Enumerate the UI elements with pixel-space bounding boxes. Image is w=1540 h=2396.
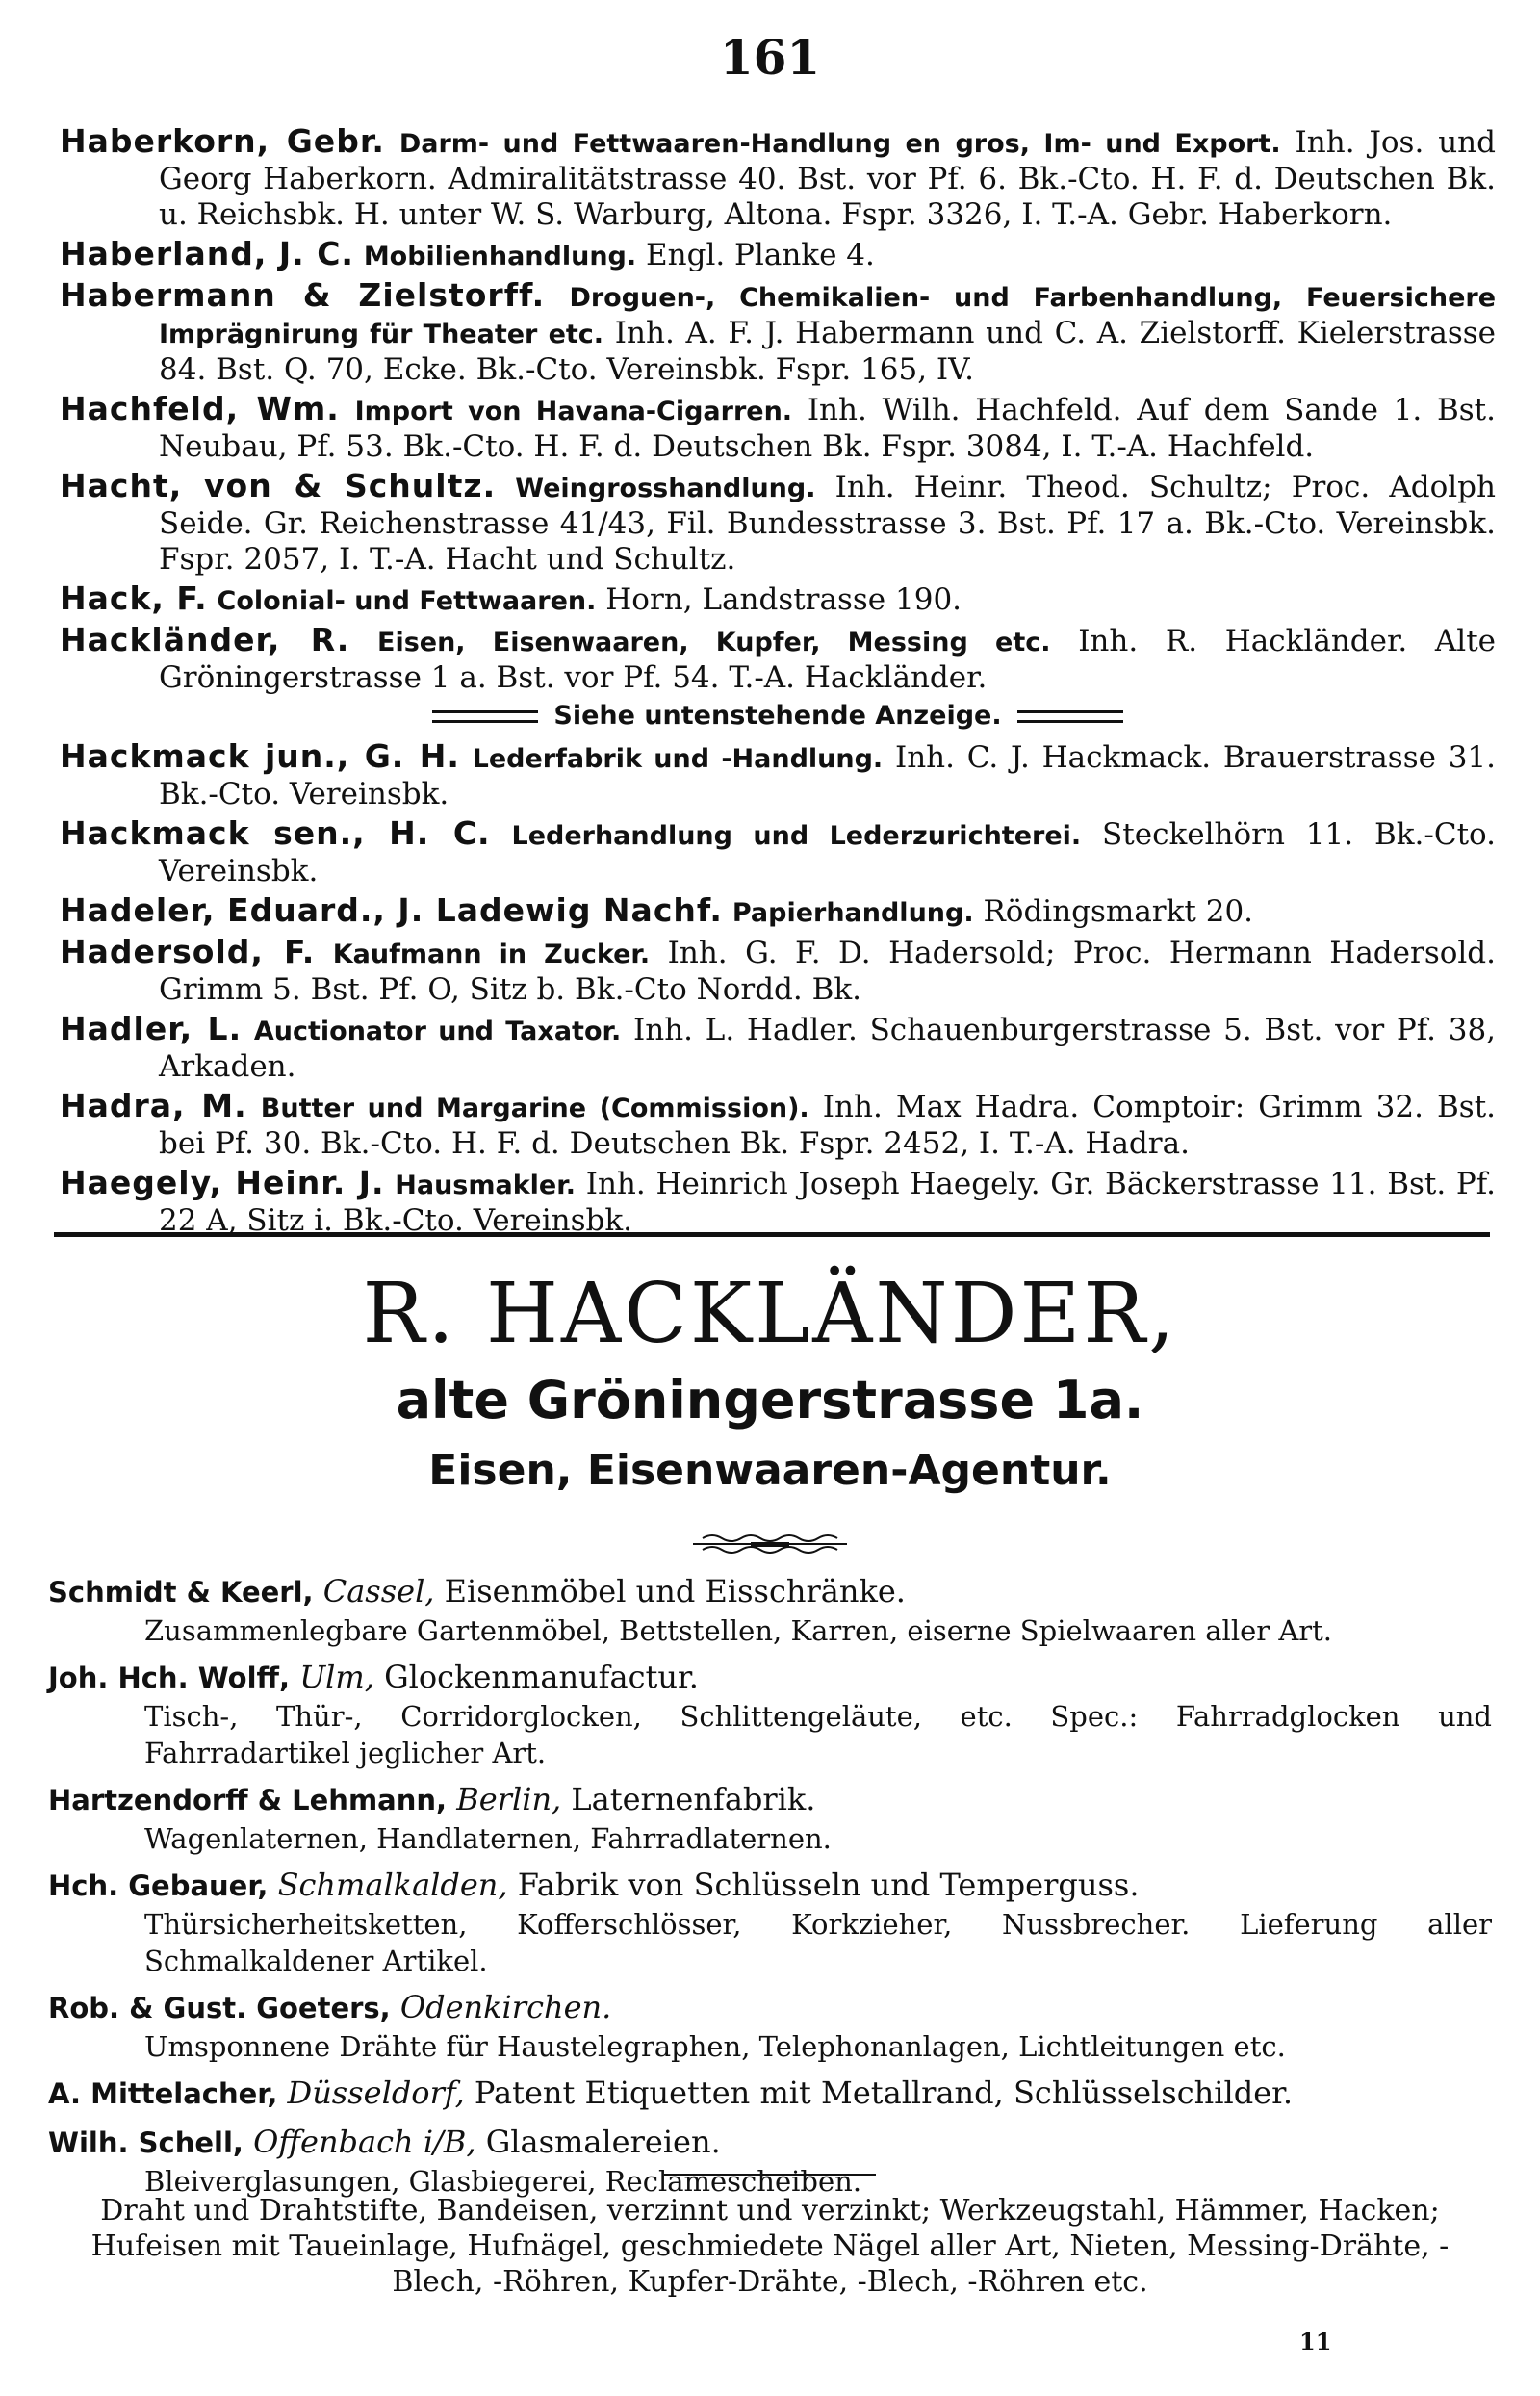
notice-text: Siehe untenstehende Anzeige. — [553, 701, 1002, 731]
directory-entry — [60, 622, 1496, 696]
ad-address: alte Gröningerstrasse 1a. — [396, 1370, 1144, 1430]
double-rule-right — [1017, 710, 1123, 723]
agency-city: Schmalkalden, — [277, 1867, 508, 1903]
agency-details: Thürsicherheitsketten, Kofferschlösser, Korkzieher, Nussbrecher. Lieferung aller Schmalkaldener Artikel. — [144, 1908, 1492, 1977]
ad-title: R. HACKLÄNDER, — [362, 1266, 1178, 1362]
agency-list — [48, 1571, 1492, 2207]
entry-trade: Hausmakler. — [395, 1171, 576, 1200]
agency-details: Wagenlaternen, Handlaternen, Fahrradlaternen. — [144, 1822, 832, 1855]
directory-entry — [60, 468, 1496, 578]
agency-product: Patent Etiquetten mit Metallrand, Schlüsselschilder. — [474, 2074, 1294, 2111]
agency-name: Hartzendorff & Lehmann, — [48, 1784, 448, 1816]
directory-entry — [60, 236, 1496, 274]
agency-city: Ulm, — [299, 1659, 374, 1695]
agency-city: Odenkirchen. — [399, 1989, 612, 2025]
entry-details: Inh. R. Hackländer. Alte Gröningerstrasse 1 a. Bst. vor Pf. 54. T.-A. Hackländer. — [159, 624, 1497, 695]
entry-name: Hadeler, Eduard., J. Ladewig Nachf. — [60, 891, 723, 929]
double-rule-left — [432, 710, 538, 723]
entry-trade: Eisen, Eisenwaaren, Kupfer, Messing etc. — [377, 628, 1051, 657]
agency-head — [48, 1865, 1492, 1906]
entry-name: Hacht, von & Schultz. — [60, 467, 497, 504]
agency-product: Glockenmanufactur. — [384, 1659, 699, 1695]
entry-details: Inh. Jos. und Georg Haberkorn. Admiralitätstrasse 40. Bst. vor Pf. 6. Bk.-Cto. H. F. d. Deutschen Bk. u. Reichsbk. H. unter W. S. Warburg, Altona. Fspr. 3326, I. T.-A. Gebr. Haberkorn. — [159, 125, 1496, 232]
agency-city: Düsseldorf, — [287, 2074, 465, 2111]
agency-details: Tisch-, Thür-, Corridorglocken, Schlittengeläute, etc. Spec.: Fahrradglocken und Fahrradartikel jeglicher Art. — [144, 1700, 1492, 1769]
agency-name: Hch. Gebauer, — [48, 1869, 269, 1902]
cross-reference-notice — [60, 699, 1496, 734]
entry-name: Hachfeld, Wm. — [60, 390, 340, 427]
agency-name: Joh. Hch. Wolff, — [48, 1662, 291, 1694]
agency-item — [48, 1865, 1492, 1979]
agency-city: Offenbach i/B, — [253, 2124, 476, 2160]
entry-trade: Papierhandlung. — [732, 898, 974, 928]
entry-trade: Colonial- und Fettwaaren. — [217, 586, 597, 616]
agency-name: A. Mittelacher, — [48, 2077, 278, 2110]
entry-name: Habermann & Zielstorff. — [60, 276, 546, 314]
directory-entry — [60, 1088, 1496, 1162]
agency-product: Eisenmöbel und Eisschränke. — [444, 1573, 906, 1610]
ornament-icon — [693, 1531, 847, 1554]
agency-head — [48, 1779, 1492, 1820]
agency-item — [48, 1657, 1492, 1771]
page-number: 161 — [719, 29, 821, 86]
short-rule — [664, 2174, 876, 2176]
entry-details: Inh. L. Hadler. Schauenburgerstrasse 5. Bst. vor Pf. 38, Arkaden. — [159, 1013, 1497, 1084]
directory-entry — [60, 277, 1496, 388]
entry-name: Hadra, M. — [60, 1087, 247, 1124]
advertisement — [0, 1251, 1540, 1500]
agency-details: Umsponnene Drähte für Haustelegraphen, Telephonanlagen, Lichtleitungen etc. — [144, 2030, 1286, 2063]
agency-product: Glasmalereien. — [485, 2124, 721, 2160]
entry-trade: Droguen-, Chemikalien- und Farbenhandlung, Feuersichere Imprägnirung für Theater etc. — [159, 283, 1497, 349]
agency-product: Fabrik von Schlüsseln und Temperguss. — [517, 1867, 1140, 1903]
agency-city: Berlin, — [456, 1781, 562, 1817]
directory-entry — [60, 580, 1496, 619]
ad-business: Eisen, Eisenwaaren-Agentur. — [428, 1446, 1112, 1495]
agency-item — [48, 2122, 1492, 2200]
directory-entry — [60, 391, 1496, 465]
entry-name: Haegely, Heinr. J. — [60, 1164, 385, 1201]
entry-name: Haberkorn, Gebr. — [60, 122, 385, 160]
entry-details: Inh. A. F. J. Habermann und C. A. Zielstorff. Kielerstrasse 84. Bst. Q. 70, Ecke. Bk.-Cto. Vereinsbk. Fspr. 165, IV. — [159, 316, 1497, 387]
directory-entry — [60, 1165, 1496, 1239]
agency-item — [48, 1571, 1492, 1649]
entry-details: Inh. G. F. D. Hadersold; Proc. Hermann Hadersold. Grimm 5. Bst. Pf. O, Sitz b. Bk.-Cto Nordd. Bk. — [159, 936, 1497, 1007]
signature-number: 11 — [1299, 2328, 1332, 2356]
section-divider — [54, 1232, 1490, 1237]
directory-entry — [60, 815, 1496, 889]
agency-name: Rob. & Gust. Goeters, — [48, 1992, 391, 2024]
agency-city: Cassel, — [322, 1573, 435, 1610]
directory-entry — [60, 1011, 1496, 1085]
entry-name: Hadersold, F. — [60, 933, 316, 970]
entry-details: Inh. Heinrich Joseph Haegely. Gr. Bäckerstrasse 11. Bst. Pf. 22 A, Sitz i. Bk.-Cto. Vereinsbk. — [159, 1167, 1497, 1238]
entry-trade: Mobilienhandlung. — [363, 242, 637, 271]
entry-trade: Kaufmann in Zucker. — [332, 940, 651, 969]
entry-details: Inh. C. J. Hackmack. Brauerstrasse 31. Bk.-Cto. Vereinsbk. — [159, 740, 1497, 812]
agency-head — [48, 1571, 1492, 1612]
agency-details: Bleiverglasungen, Glasbiegerei, Reclamescheiben. — [144, 2165, 862, 2198]
entry-name: Hadler, L. — [60, 1010, 243, 1047]
agency-name: Wilh. Schell, — [48, 2126, 244, 2159]
entry-details: Rödingsmarkt 20. — [983, 894, 1254, 929]
entry-details: Steckelhörn 11. Bk.-Cto. Vereinsbk. — [159, 817, 1497, 889]
entry-name: Hackländer, R. — [60, 621, 350, 658]
entry-details: Inh. Heinr. Theod. Schultz; Proc. Adolph Seide. Gr. Reichenstrasse 41/43, Fil. Bundesstrasse 3. Bst. Pf. 17 a. Bk.-Cto. Vereinsbk. Fspr. 2057, I. T.-A. Hacht und Schultz. — [159, 470, 1496, 577]
agency-head — [48, 2122, 1492, 2163]
entry-trade: Import von Havana-Cigarren. — [354, 397, 793, 426]
ad-closing-text: Draht und Drahtstifte, Bandeisen, verzinnt und verzinkt; Werkzeugstahl, Hämmer, Hacken; Hufeisen mit Taueinlage, Hufnägel, geschmiedete Nägel aller Art, Nieten, Messing-Drähte, -Blech, -Röhren, Kupfer-Drähte, -Blech, -Röhren etc. — [90, 2194, 1450, 2299]
entry-name: Hackmack sen., H. C. — [60, 814, 491, 852]
agency-details: Zusammenlegbare Gartenmöbel, Bettstellen, Karren, eiserne Spielwaaren aller Art. — [144, 1614, 1333, 1647]
entry-name: Haberland, J. C. — [60, 235, 354, 272]
entry-details: Horn, Landstrasse 190. — [605, 582, 962, 617]
directory-entries — [60, 123, 1496, 1242]
agency-item — [48, 1987, 1492, 2065]
entry-trade: Lederfabrik und -Handlung. — [472, 744, 884, 774]
agency-product: Laternenfabrik. — [571, 1781, 816, 1817]
entry-trade: Butter und Margarine (Commission). — [260, 1094, 809, 1123]
agency-name: Schmidt & Keerl, — [48, 1576, 314, 1609]
entry-details: Inh. Max Hadra. Comptoir: Grimm 32. Bst. bei Pf. 30. Bk.-Cto. H. F. d. Deutschen Bk. Fspr. 2452, I. T.-A. Hadra. — [159, 1090, 1497, 1161]
directory-entry — [60, 123, 1496, 233]
directory-entry — [60, 738, 1496, 812]
agency-item — [48, 1779, 1492, 1857]
agency-head — [48, 1987, 1492, 2028]
directory-entry — [60, 892, 1496, 931]
entry-trade: Auctionator und Taxator. — [253, 1017, 622, 1046]
agency-head — [48, 1657, 1492, 1698]
entry-details: Inh. Wilh. Hachfeld. Auf dem Sande 1. Bst. Neubau, Pf. 53. Bk.-Cto. H. F. d. Deutschen Bk. Fspr. 3084, I. T.-A. Hachfeld. — [159, 393, 1496, 464]
agency-head — [48, 2073, 1492, 2114]
entry-name: Hack, F. — [60, 580, 208, 617]
directory-entry — [60, 934, 1496, 1008]
agency-item — [48, 2073, 1492, 2114]
entry-name: Hackmack jun., G. H. — [60, 737, 460, 775]
entry-trade: Lederhandlung und Lederzurichterei. — [511, 821, 1082, 851]
entry-details: Engl. Planke 4. — [646, 238, 875, 272]
entry-trade: Weingrosshandlung. — [515, 474, 816, 503]
entry-trade: Darm- und Fettwaaren-Handlung en gros, Im- und Export. — [398, 129, 1281, 159]
